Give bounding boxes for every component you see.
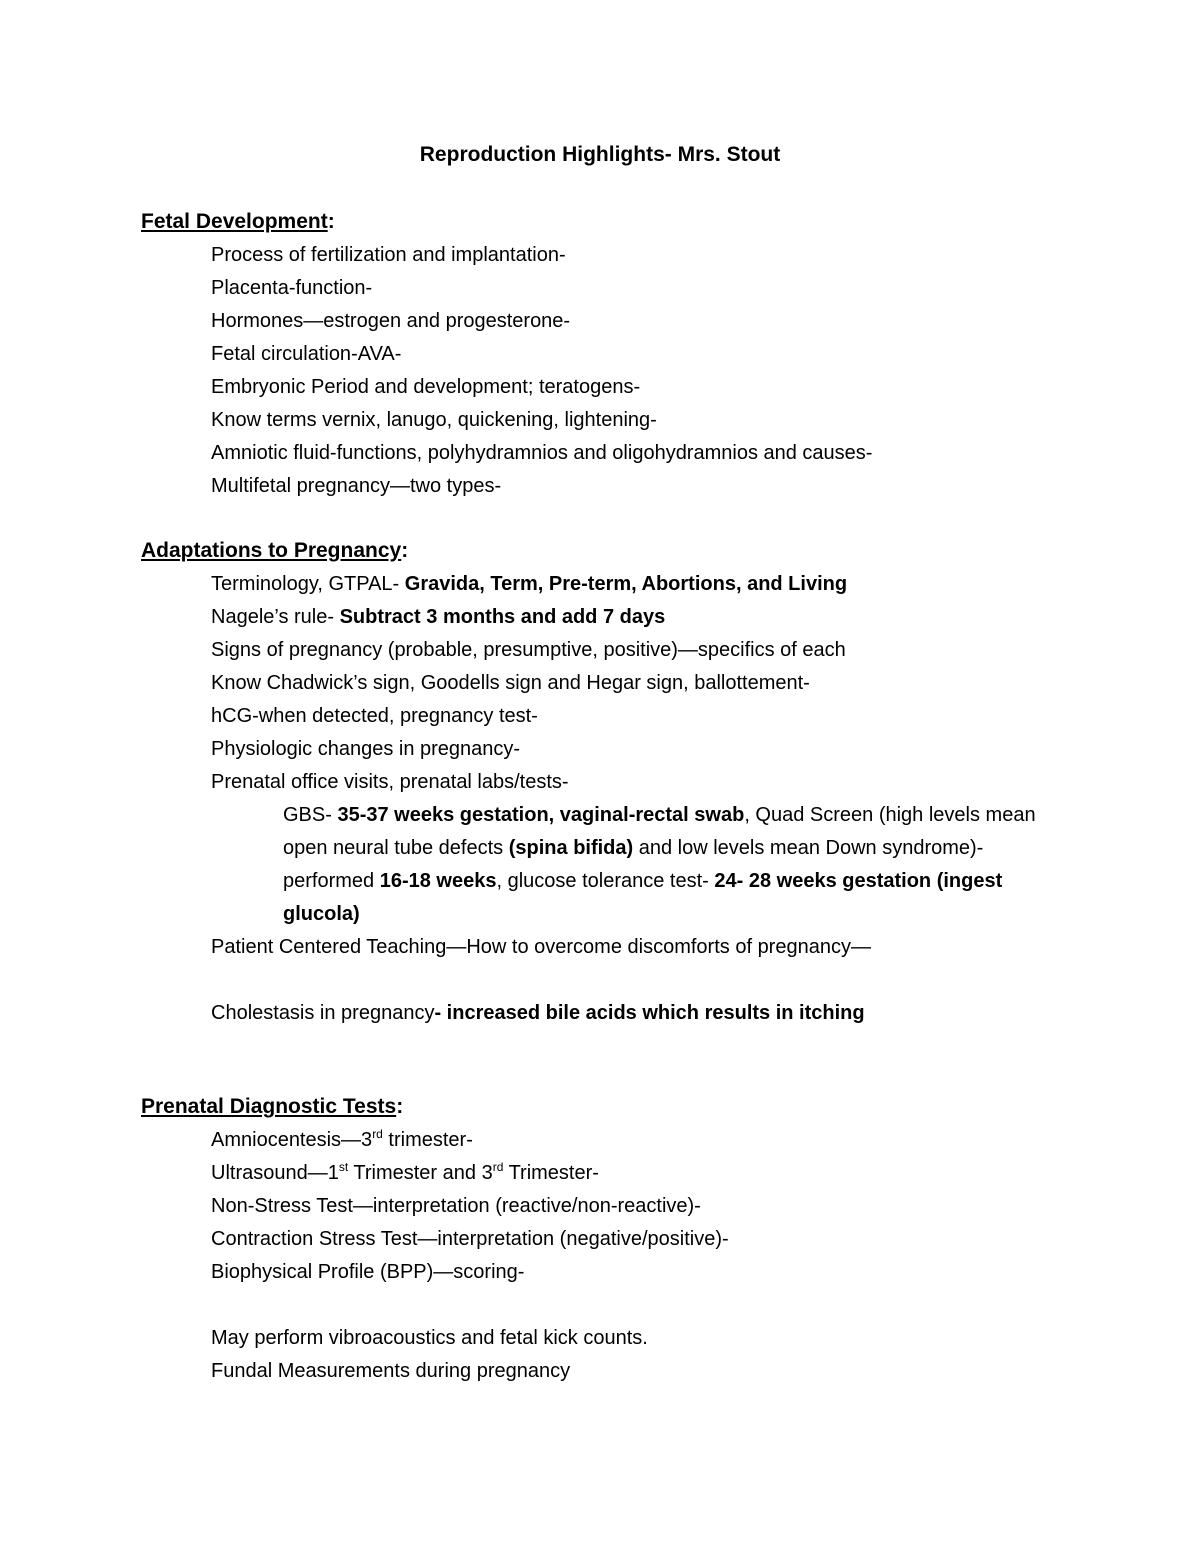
text-run: GBS- [283,804,338,826]
nagele-line [211,602,665,632]
nagele-definition: Subtract 3 months and add 7 days [339,606,666,628]
gbs-line-4: glucola) [283,903,360,925]
superscript: rd [492,1160,504,1174]
nagele-label: Nagele’s rule- [211,606,340,628]
list-item: Fundal Measurements during pregnancy [211,1360,571,1382]
heading-text: Adaptations to Pregnancy [141,539,402,562]
cholestasis-label: Cholestasis in pregnancy [211,1002,435,1024]
text-run: trimester- [382,1129,473,1151]
list-item: Know Chadwick’s sign, Goodells sign and Hegar sign, ballottement- [211,672,810,694]
amniocentesis-line [211,1125,473,1155]
list-item: Patient Centered Teaching—How to overcome discomforts of pregnancy— [211,936,871,958]
section-heading-prenatal-tests [141,1092,403,1122]
list-item: Know terms vernix, lanugo, quickening, lightening- [211,409,657,431]
heading-colon: : [401,539,409,562]
gtpal-label: Terminology, GTPAL- [211,573,405,595]
text-run: , glucose tolerance test- [496,870,715,892]
gbs-line-1 [283,800,1036,830]
list-item: Non-Stress Test—interpretation (reactive/non-reactive)- [211,1195,701,1217]
document-title: Reproduction Highlights- Mrs. Stout [419,143,781,166]
list-item: hCG-when detected, pregnancy test- [211,705,538,727]
superscript: st [338,1160,349,1174]
list-item: Process of fertilization and implantation- [211,244,566,266]
heading-colon: : [396,1095,404,1118]
list-item: Physiologic changes in pregnancy- [211,738,521,760]
list-item: Multifetal pregnancy—two types- [211,475,502,497]
cholestasis-definition: - increased bile acids which results in itching [434,1002,865,1024]
list-item: Contraction Stress Test—interpretation (negative/positive)- [211,1228,729,1250]
list-item: Amniotic fluid-functions, polyhydramnios and oligohydramnios and causes- [211,442,873,464]
text-run: open neural tube defects [283,837,509,859]
heading-text: Prenatal Diagnostic Tests [141,1095,397,1118]
bold-run: (spina bifida) [508,837,634,859]
bold-run: 35-37 weeks gestation, vaginal-rectal swab [337,804,745,826]
gbs-line-3 [283,866,1002,896]
text-run: Trimester and 3 [348,1162,493,1184]
section-heading-adaptations [141,536,408,566]
text-run: , Quad Screen (high levels mean [744,804,1036,826]
text-run: and low levels mean Down syndrome)- [633,837,984,859]
gtpal-line [211,569,847,599]
list-item: Placenta-function- [211,277,373,299]
heading-text: Fetal Development [141,210,328,233]
text-run: Trimester- [503,1162,599,1184]
bold-run: 16-18 weeks [379,870,497,892]
gbs-line-2 [283,833,983,863]
list-item: Signs of pregnancy (probable, presumptive, positive)—specifics of each [211,639,846,661]
list-item: Fetal circulation-AVA- [211,343,402,365]
list-item: Embryonic Period and development; teratogens- [211,376,641,398]
cholestasis-line [211,998,865,1028]
text-run: Ultrasound—1 [211,1162,339,1184]
section-heading-fetal-development [141,207,335,237]
superscript: rd [372,1127,383,1141]
bold-run: 24- 28 weeks gestation (ingest [714,870,1003,892]
gtpal-definition: Gravida, Term, Pre-term, Abortions, and Living [404,573,848,595]
heading-colon: : [327,210,335,233]
list-item: Biophysical Profile (BPP)—scoring- [211,1261,525,1283]
ultrasound-line [211,1158,599,1188]
text-run: performed [283,870,380,892]
text-run: Amniocentesis—3 [211,1129,373,1151]
list-item: May perform vibroacoustics and fetal kick counts. [211,1327,648,1349]
list-item: Prenatal office visits, prenatal labs/tests- [211,771,569,793]
list-item: Hormones—estrogen and progesterone- [211,310,571,332]
